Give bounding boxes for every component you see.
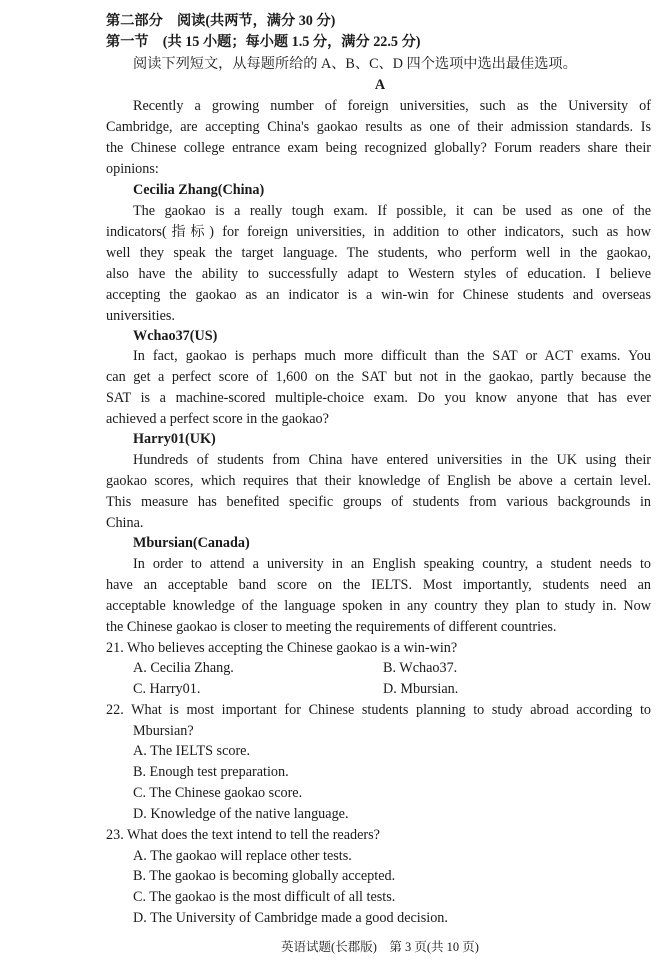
post-line: accepting the gaokao as an indicator is a win-win for Chinese students and overseas [106,287,651,303]
post-line: Hundreds of students from China have entered universities in the UK using their [133,452,651,468]
post-line: have an acceptable band score on the IELTS. Most importantly, students need an [106,577,651,593]
question-22-option-a[interactable]: A. The IELTS score. [133,743,251,759]
question-21-option-b[interactable]: B. Wchao37. [383,660,458,676]
post-line: achieved a perfect score in the gaokao? [106,411,329,427]
question-22-stem-cont: Mbursian? [133,723,194,739]
post-author: Harry01(UK) [133,431,216,447]
question-23-option-c[interactable]: C. The gaokao is the most difficult of all tests. [133,889,396,905]
intro-line: Recently a growing number of foreign universities, such as the University of [133,98,651,114]
part-heading: 第二部分 阅读(共两节，满分 30 分) [106,13,336,29]
post-line: can get a perfect score of 1,600 on the SAT but not in the gaokao, partly because the [106,369,651,385]
post-line: indicators(指标) for foreign universities, in addition to other indicators, such as how [106,224,651,240]
intro-line: Cambridge, are accepting China's gaokao results as one of their admission standards. Is [106,119,651,135]
question-23-option-b[interactable]: B. The gaokao is becoming globally accepted. [133,868,396,884]
post-line: China. [106,515,144,531]
question-23-option-a[interactable]: A. The gaokao will replace other tests. [133,848,352,864]
question-22-option-d[interactable]: D. Knowledge of the native language. [133,806,349,822]
post-line: The gaokao is a really tough exam. If possible, it can be used as one of the [133,203,651,219]
post-line: the Chinese gaokao is closer to meeting the requirements of different countries. [106,619,557,635]
post-line: acceptable knowledge of the language spoken in any country they plan to study in. Now [106,598,651,614]
question-22-option-b[interactable]: B. Enough test preparation. [133,764,289,780]
question-21-option-a[interactable]: A. Cecilia Zhang. [133,660,234,676]
question-23-option-d[interactable]: D. The University of Cambridge made a good decision. [133,910,448,926]
post-line: SAT is a machine-scored multiple-choice exam. Do you know anyone that has ever [106,390,651,406]
post-author: Mbursian(Canada) [133,535,250,551]
question-23-stem: 23. What does the text intend to tell the readers? [106,827,380,843]
post-line: gaokao scores, which requires that their knowledge of English be above a certain level. [106,473,651,489]
post-line: well they speak the target language. The students, who perform well in the gaokao, [106,245,651,261]
question-22-option-c[interactable]: C. The Chinese gaokao score. [133,785,303,801]
post-line: universities. [106,308,175,324]
question-21-stem: 21. Who believes accepting the Chinese gaokao is a win-win? [106,640,458,656]
intro-line: opinions: [106,161,159,177]
post-line: also have the ability to successfully adapt to Western styles of education. I believe [106,266,651,282]
intro-line: the Chinese college entrance exam being recognized globally? Forum readers share their [106,140,651,156]
question-22-stem: 22. What is most important for Chinese students planning to study abroad according to [106,702,651,718]
page-footer: 英语试题(长郡版) 第 3 页(共 10 页) [281,940,479,954]
post-line: In fact, gaokao is perhaps much more difficult than the SAT or ACT exams. You [133,348,651,364]
post-line: In order to attend a university in an English speaking country, a student needs to [133,556,651,572]
section-heading: 第一节 (共 15 小题；每小题 1.5 分，满分 22.5 分) [106,34,421,50]
post-author: Wchao37(US) [133,328,218,344]
question-21-option-c[interactable]: C. Harry01. [133,681,201,697]
question-21-option-d[interactable]: D. Mbursian. [383,681,459,697]
passage-label: A [374,77,386,93]
post-author: Cecilia Zhang(China) [133,182,265,198]
post-line: This measure has benefited specific groups of students from various backgrounds in [106,494,651,510]
instruction-text: 阅读下列短文，从每题所给的 A、B、C、D 四个选项中选出最佳选项。 [133,56,577,72]
